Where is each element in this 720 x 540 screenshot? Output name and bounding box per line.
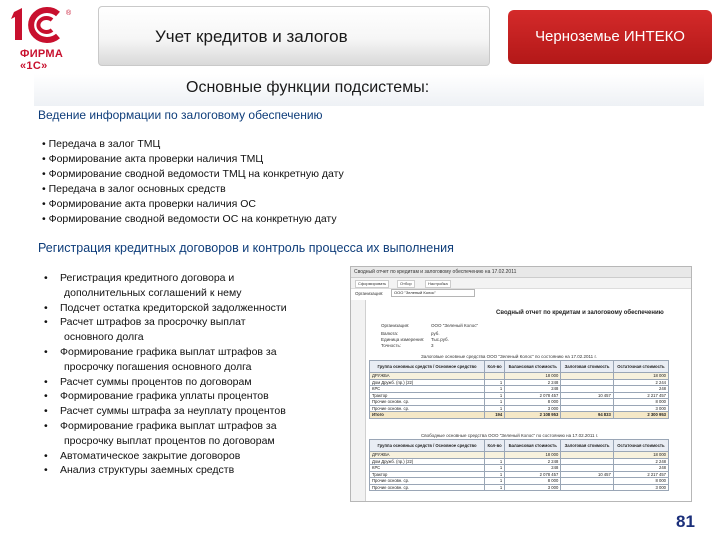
free-assets-table — [369, 439, 669, 491]
report-window-title: Сводный отчет по кредитам и залоговому обеспечению на 17.02.2011 — [351, 267, 691, 278]
column-header: Кол-во — [485, 440, 505, 452]
list-item: • Формирование акта проверки наличия ОС — [42, 197, 344, 212]
list-item: просрочку погашения основного долга — [64, 360, 252, 373]
list-item: • Расчет штрафов за просрочку выплат — [42, 315, 342, 330]
title-banner — [98, 6, 490, 66]
meta-label: Организация: — [381, 323, 410, 328]
column-header: Балансовая стоимость — [505, 440, 561, 452]
1c-logo-icon — [6, 6, 92, 46]
table-cell: Дом Дружб. (пр.) (22) — [370, 379, 485, 386]
table-cell: 2 217 457 — [613, 392, 668, 399]
table-cell: Прочие основн. ср. — [370, 405, 485, 412]
list-item: • Регистрация кредитного договора и — [42, 271, 342, 286]
org-label: Организация: — [355, 291, 384, 296]
page-title: Учет кредитов и залогов — [155, 27, 348, 46]
collateral-function-list — [42, 137, 344, 227]
column-header: Балансовая стоимость — [505, 361, 561, 373]
section-collateral-heading: Ведение информации по залоговому обеспечению — [38, 108, 323, 122]
registered-mark: ® — [66, 10, 72, 17]
table-cell: 8 000 — [505, 478, 561, 485]
list-item: • Формирование сводной ведомости ТМЦ на конкретную дату — [42, 167, 344, 182]
table-cell: КРС — [370, 386, 485, 393]
table-cell: Трактор — [370, 471, 485, 478]
org-select[interactable]: ООО "Зеленый Колос" — [391, 289, 475, 297]
list-item: • Подсчет остатка кредиторской задолженности — [42, 301, 342, 316]
table-cell: 1 — [485, 379, 505, 386]
table-cell: 1 — [485, 465, 505, 472]
table-cell: 3 000 — [613, 484, 668, 491]
table-cell — [561, 484, 614, 491]
column-header: Залоговая стоимость — [561, 361, 614, 373]
list-item: просрочку выплат процентов по договорам — [64, 434, 275, 447]
table-cell: 1 — [485, 405, 505, 412]
column-header: Залоговая стоимость — [561, 440, 614, 452]
meta-label: Валюта: — [381, 331, 399, 336]
column-header: Группа основных средств / Основное средство — [370, 440, 485, 452]
table2-caption: Свободные основные средства ООО "Зеленый Колос" по состоянию на 17.02.2011 г. — [421, 433, 599, 438]
report-title: Сводный отчет по кредитам и залоговому обеспечению — [496, 310, 664, 316]
list-item: основного долга — [64, 331, 144, 344]
meta-value: ООО "Зеленый Колос" — [431, 323, 479, 328]
subtitle: Основные функции подсистемы: — [186, 79, 430, 96]
list-item: • Расчет суммы процентов по договорам — [42, 375, 342, 390]
report-screenshot — [350, 266, 692, 502]
table-cell: 248 — [505, 465, 561, 472]
list-item: • Передача в залог ТМЦ — [42, 137, 344, 152]
table-cell: 1 — [485, 399, 505, 406]
table-cell: 2 244 — [613, 379, 668, 386]
table-cell: КРС — [370, 465, 485, 472]
table-cell: 1 — [485, 392, 505, 399]
table-cell: 2 078 457 — [505, 392, 561, 399]
table-row — [370, 484, 669, 491]
table-cell: 8 000 — [505, 399, 561, 406]
company-name: Черноземье ИНТЕКО — [535, 28, 685, 45]
table-cell: 2 078 457 — [505, 471, 561, 478]
list-item: • Автоматическое закрытие договоров — [42, 449, 342, 464]
column-header: Остаточная стоимость — [613, 440, 668, 452]
table-cell: Прочие основн. ср. — [370, 484, 485, 491]
table-row — [370, 412, 669, 419]
table-cell: 194 — [485, 412, 505, 419]
row-number-gutter — [351, 300, 366, 502]
table-header-row — [370, 440, 669, 452]
table-cell: 1 — [485, 458, 505, 465]
meta-value: руб. — [431, 331, 440, 336]
list-item: • Формирование сводной ведомости ОС на конкретную дату — [42, 212, 344, 227]
table-cell: 1 — [485, 386, 505, 393]
table-cell: Итого — [370, 412, 485, 419]
credit-function-list — [42, 271, 342, 478]
list-item: • Формирование акта проверки наличия ТМЦ — [42, 152, 344, 167]
table-cell: 18 000 — [505, 452, 561, 459]
meta-label: Единица измерения: — [381, 337, 425, 342]
table-cell: 248 — [613, 465, 668, 472]
table-cell: 18 000 — [613, 452, 668, 459]
table1-caption: Залоговые основные средства ООО "Зеленый Колос" по состоянию на 17.02.2011 г. — [421, 354, 597, 359]
meta-label: Точность: — [381, 343, 402, 348]
generate-button[interactable]: Сформировать — [355, 280, 389, 288]
list-item: • Формирование графика выплат штрафов за — [42, 345, 342, 360]
table-cell: 94 833 — [561, 412, 614, 419]
table-cell: Прочие основн. ср. — [370, 478, 485, 485]
table-cell: 248 — [613, 386, 668, 393]
table-cell: 1 — [485, 478, 505, 485]
table-header-row — [370, 361, 669, 373]
table-cell: 1 — [485, 471, 505, 478]
list-item: • Расчет суммы штрафа за неуплату процентов — [42, 404, 342, 419]
table-cell: 2 217 457 — [613, 471, 668, 478]
column-header: Кол-во — [485, 361, 505, 373]
table-cell: 10 457 — [561, 392, 614, 399]
column-header: Остаточная стоимость — [613, 361, 668, 373]
table-cell: Трактор — [370, 392, 485, 399]
company-banner — [508, 10, 712, 64]
table-cell: 18 000 — [613, 373, 668, 380]
list-item: дополнительных соглашений к нему — [64, 286, 242, 299]
table-cell: 248 — [505, 386, 561, 393]
table-cell: 2 248 — [505, 458, 561, 465]
table-cell: 18 000 — [505, 373, 561, 380]
table-cell: ДРУЖБА — [370, 373, 485, 380]
brand-logo — [6, 6, 92, 72]
filter-button[interactable]: Отбор — [397, 280, 415, 288]
meta-value: Тыс.руб. — [431, 337, 449, 342]
table-cell: Прочие основн. ср. — [370, 399, 485, 406]
report-toolbar — [351, 278, 691, 289]
table-cell: 2 108 953 — [505, 412, 561, 419]
column-header: Группа основных средств / Основное средство — [370, 361, 485, 373]
table-cell: 2 248 — [505, 379, 561, 386]
table-cell: 10 457 — [561, 471, 614, 478]
list-item: • Анализ структуры заемных средств — [42, 463, 342, 478]
table-cell: 2 300 953 — [613, 412, 668, 419]
firm-name: ФИРМА «1С» — [20, 48, 64, 72]
table-cell: ДРУЖБА — [370, 452, 485, 459]
list-item: • Формирование графика уплаты процентов — [42, 389, 342, 404]
table-cell: Дом Дружб. (пр.) (22) — [370, 458, 485, 465]
table-cell: 2 248 — [613, 458, 668, 465]
meta-value: 3 — [431, 343, 434, 348]
table-cell: 3 000 — [613, 405, 668, 412]
table-cell: 3 000 — [505, 405, 561, 412]
settings-button[interactable]: Настройка — [425, 280, 451, 288]
table-cell: 8 000 — [613, 478, 668, 485]
list-item: • Формирование графика выплат штрафов за — [42, 419, 342, 434]
section-credit-heading: Регистрация кредитных договоров и контроль процесса их выполнения — [38, 241, 454, 255]
table-cell: 1 — [485, 484, 505, 491]
table-cell: 3 000 — [505, 484, 561, 491]
list-item: • Передача в залог основных средств — [42, 182, 344, 197]
page-number: 81 — [676, 512, 695, 531]
pledged-assets-table — [369, 360, 669, 419]
table-cell: 8 000 — [613, 399, 668, 406]
